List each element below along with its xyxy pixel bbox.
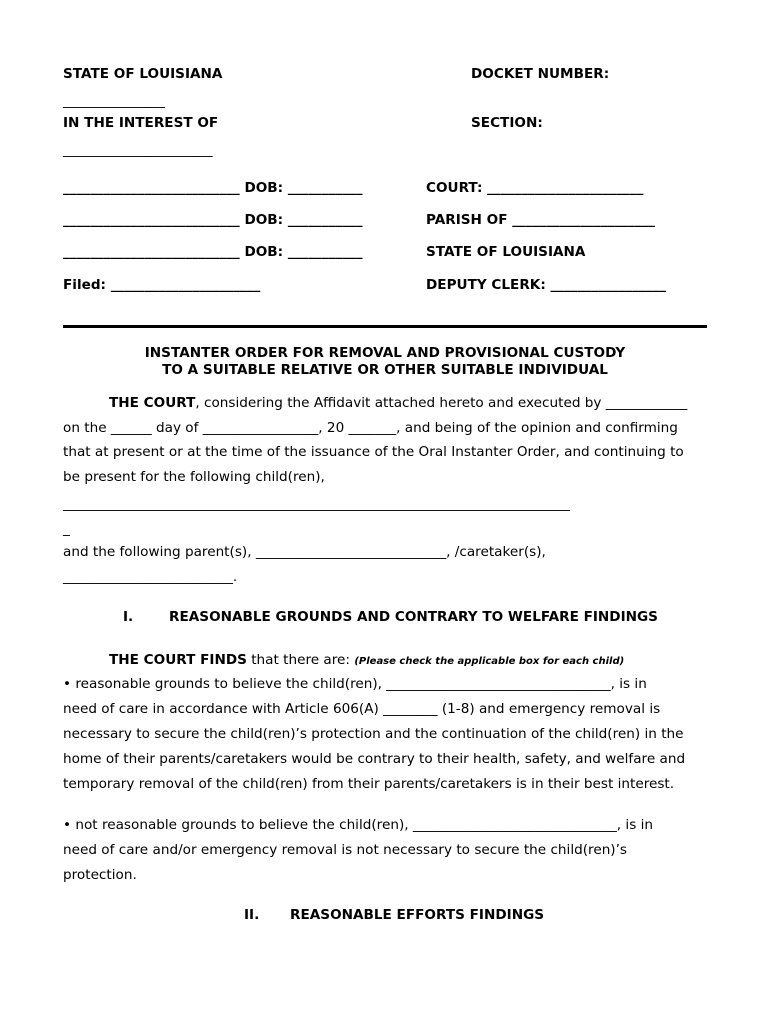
docket-blank-line[interactable]: _______________ <box>63 93 165 109</box>
section-2-number: II. <box>244 907 260 923</box>
children-blank-line[interactable]: ______________________________________________________________________________ <box>63 497 570 512</box>
docket-number-label: DOCKET NUMBER: <box>471 66 610 82</box>
dob-label: DOB: <box>244 180 284 196</box>
paragraph-line: protection. <box>63 867 137 883</box>
filed-field[interactable]: Filed: ______________________ <box>63 277 261 293</box>
option-1-line[interactable] <box>63 676 647 692</box>
option-2-line[interactable] <box>63 817 653 833</box>
section-1-number: I. <box>123 609 134 625</box>
child-name-blank[interactable]: __________________________ <box>63 244 240 260</box>
option-2-text: not reasonable grounds to believe the child(ren), ______________________________, is in <box>75 817 654 833</box>
dob-label: DOB: <box>244 244 284 260</box>
deputy-clerk-field[interactable]: DEPUTY CLERK: _________________ <box>426 277 667 293</box>
paragraph-line: temporary removal of the child(ren) from their parents/caretakers is in their best interest. <box>63 776 675 792</box>
child-row[interactable] <box>63 244 363 260</box>
instruction-note: (Please check the applicable box for each child) <box>354 656 625 667</box>
child-name-blank[interactable]: __________________________ <box>63 212 240 228</box>
dob-blank[interactable]: ___________ <box>287 212 363 228</box>
bullet-icon[interactable]: • <box>63 817 72 833</box>
child-row[interactable] <box>63 180 363 196</box>
interest-label: IN THE INTEREST OF <box>63 115 219 131</box>
child-name-blank[interactable]: __________________________ <box>63 180 240 196</box>
children-blank-tail: _ <box>63 521 70 537</box>
caretaker-blank-line[interactable]: _________________________. <box>63 569 238 585</box>
order-title-line-2: TO A SUITABLE RELATIVE OR OTHER SUITABLE INDIVIDUAL <box>162 362 608 378</box>
state-label: STATE OF LOUISIANA <box>63 66 223 82</box>
child-row[interactable] <box>63 212 363 228</box>
parish-field[interactable]: PARISH OF _____________________ <box>426 212 655 228</box>
paragraph-line: necessary to secure the child(ren)’s protection and the continuation of the child(ren) in the <box>63 726 684 742</box>
paragraph-line: need of care and/or emergency removal is not necessary to secure the child(ren)’s <box>63 842 628 858</box>
interest-blank-line[interactable]: ______________________ <box>63 142 213 158</box>
bullet-icon[interactable]: • <box>63 676 72 692</box>
paragraph-line: home of their parents/caretakers would be contrary to their health, safety, and welfare and <box>63 751 686 767</box>
court-finds-line <box>109 652 624 668</box>
paragraph-line: that at present or at the time of the issuance of the Oral Instanter Order, and continuing to <box>63 444 684 460</box>
court-finds-text: that there are: <box>246 652 355 668</box>
paragraph-line: need of care in accordance with Article 606(A) ________ (1-8) and emergency removal is <box>63 701 661 717</box>
parents-line: and the following parent(s), ____________________________, /caretaker(s), <box>63 544 546 560</box>
section-1-heading: REASONABLE GROUNDS AND CONTRARY TO WELFARE FINDINGS <box>169 609 658 625</box>
section-2-heading: REASONABLE EFFORTS FINDINGS <box>290 907 545 923</box>
court-state-label: STATE OF LOUISIANA <box>426 244 586 260</box>
section-label: SECTION: <box>471 115 543 131</box>
option-1-text: reasonable grounds to believe the child(ren), _________________________________, is in <box>75 676 647 692</box>
dob-label: DOB: <box>244 212 284 228</box>
order-title-line-1: INSTANTER ORDER FOR REMOVAL AND PROVISIONAL CUSTODY <box>144 345 626 361</box>
header-divider <box>63 325 707 328</box>
paragraph-line: be present for the following child(ren), <box>63 469 325 485</box>
dob-blank[interactable]: ___________ <box>287 244 363 260</box>
dob-blank[interactable]: ___________ <box>287 180 363 196</box>
paragraph-line <box>109 395 687 411</box>
court-field[interactable]: COURT: _______________________ <box>426 180 644 196</box>
the-court-bold: THE COURT <box>109 395 196 411</box>
affidavit-text: , considering the Affidavit attached hereto and executed by ____________ <box>195 395 688 411</box>
court-finds-bold: THE COURT FINDS <box>109 652 247 668</box>
paragraph-line: on the ______ day of _________________, 20 _______, and being of the opinion and confirming <box>63 420 678 436</box>
